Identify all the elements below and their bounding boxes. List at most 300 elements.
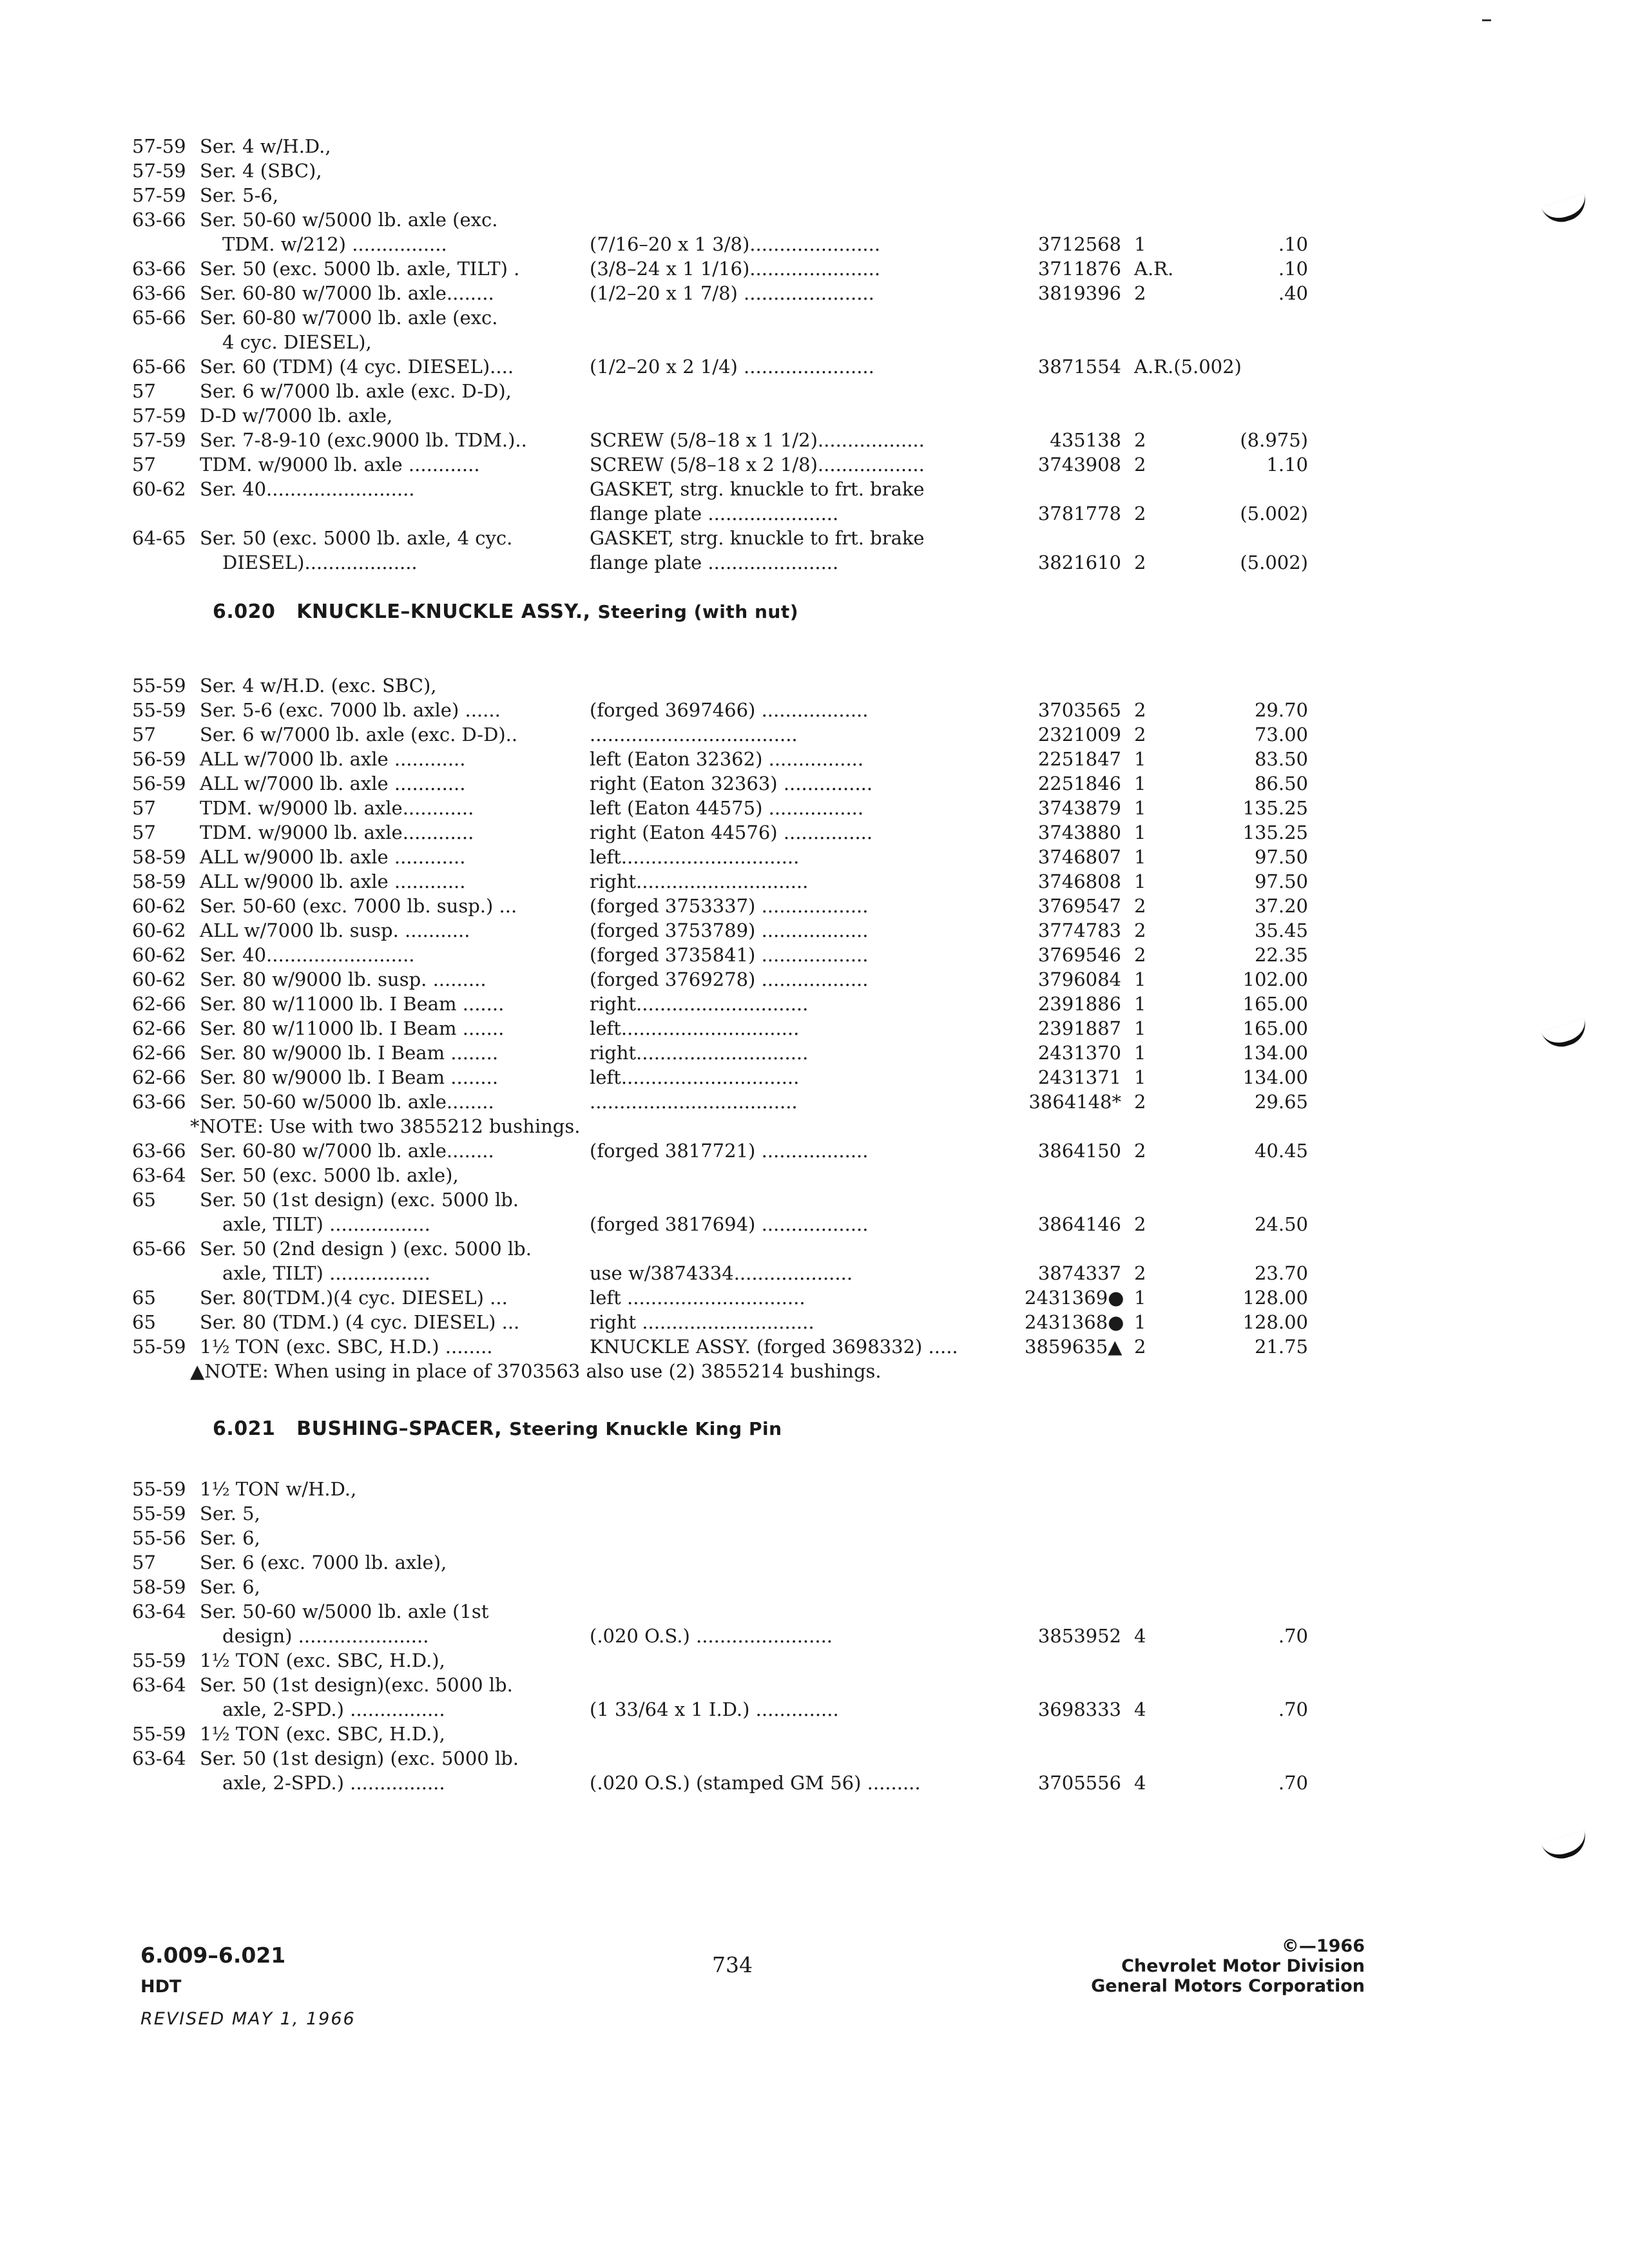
- model-cell: Ser. 5-6 (exc. 7000 lb. axle) ......: [200, 699, 501, 721]
- table-row: [0, 820, 1629, 845]
- footer-division: Chevrolet Motor Division: [1121, 1956, 1365, 1976]
- quantity-cell: 1: [1134, 968, 1146, 990]
- part-number-cell: 2431371: [1037, 1066, 1121, 1088]
- price-cell: (5.002): [1240, 552, 1308, 573]
- quantity-cell: 1: [1134, 822, 1146, 843]
- model-cell: Ser. 50-60 w/5000 lb. axle (1st: [200, 1600, 489, 1622]
- quantity-cell: 1: [1134, 846, 1146, 868]
- table-row: [0, 1722, 1629, 1746]
- price-cell: 22.35: [1254, 944, 1308, 966]
- part-number-cell: 3746808: [1037, 870, 1121, 892]
- quantity-cell: 1: [1134, 233, 1146, 255]
- description-cell: right.............................: [590, 993, 809, 1015]
- part-number-cell: 3743879: [1037, 797, 1121, 819]
- quantity-cell: 1: [1134, 797, 1146, 819]
- part-number-cell: 3769547: [1037, 895, 1121, 917]
- part-number-cell: 3705556: [1037, 1772, 1121, 1794]
- model-cell: Ser. 80 w/9000 lb. I Beam ........: [200, 1042, 499, 1064]
- year-cell: 60-62: [132, 919, 186, 941]
- quantity-cell: 2: [1134, 895, 1146, 917]
- quantity-cell: 4: [1134, 1698, 1146, 1720]
- model-cell: TDM. w/212) ................: [222, 233, 447, 255]
- year-cell: 55-59: [132, 1336, 186, 1358]
- part-number-cell: 3712568: [1037, 233, 1121, 255]
- price-cell: 83.50: [1254, 748, 1308, 770]
- price-cell: 128.00: [1242, 1311, 1308, 1333]
- part-number-cell: 3874337: [1037, 1262, 1121, 1284]
- description-cell: right (Eaton 32363) ...............: [590, 773, 873, 794]
- table-row: [0, 1236, 1629, 1261]
- part-number-cell: 3711876: [1037, 258, 1121, 280]
- table-row: [0, 330, 1629, 354]
- model-cell: Ser. 60 (TDM) (4 cyc. DIESEL)....: [200, 356, 514, 378]
- price-cell: .70: [1278, 1772, 1308, 1794]
- year-cell: 62-66: [132, 993, 186, 1015]
- table-row: [0, 845, 1629, 869]
- price-cell: (8.975): [1240, 429, 1308, 451]
- price-cell: .10: [1278, 258, 1308, 280]
- description-cell: (forged 3753789) ..................: [590, 919, 869, 941]
- scan-speck: [1482, 19, 1491, 21]
- table-row: [0, 1139, 1629, 1163]
- description-cell: ...................................: [590, 1091, 798, 1113]
- quantity-cell: 2: [1134, 1262, 1146, 1284]
- part-number-cell: 2251846: [1037, 773, 1121, 794]
- quantity-cell: 1: [1134, 870, 1146, 892]
- description-cell: right .............................: [590, 1311, 815, 1333]
- quantity-cell: 1: [1134, 1311, 1146, 1333]
- table-row: [0, 722, 1629, 747]
- table-row: [0, 256, 1629, 281]
- section-title: KNUCKLE–KNUCKLE ASSY.,: [296, 601, 591, 623]
- parts-table-6021: [0, 1477, 1629, 1795]
- table-row: [0, 967, 1629, 992]
- quantity-cell: 2: [1134, 1140, 1146, 1162]
- model-cell: Ser. 80(TDM.)(4 cyc. DIESEL) ...: [200, 1287, 508, 1309]
- price-cell: 73.00: [1254, 724, 1308, 745]
- table-row: [0, 1187, 1629, 1212]
- description-cell: left..............................: [590, 846, 800, 868]
- price-cell: 97.50: [1254, 870, 1308, 892]
- model-cell: Ser. 80 w/9000 lb. I Beam ........: [200, 1066, 499, 1088]
- year-cell: 62-66: [132, 1017, 186, 1039]
- price-cell: 135.25: [1242, 822, 1308, 843]
- year-cell: 65: [132, 1189, 156, 1211]
- year-cell: 58-59: [132, 1576, 186, 1598]
- table-row: [0, 747, 1629, 771]
- year-cell: 55-59: [132, 1723, 186, 1745]
- part-number-cell: 3864146: [1037, 1213, 1121, 1235]
- year-cell: 57: [132, 822, 156, 843]
- table-row: [0, 232, 1629, 256]
- year-cell: 60-62: [132, 968, 186, 990]
- year-cell: 63-66: [132, 209, 186, 231]
- model-cell: Ser. 4 w/H.D. (exc. SBC),: [200, 675, 437, 697]
- table-row: [0, 207, 1629, 232]
- quantity-cell: 4: [1134, 1625, 1146, 1647]
- model-cell: 1½ TON (exc. SBC, H.D.),: [200, 1649, 445, 1671]
- quantity-cell: A.R.(5.002): [1134, 356, 1242, 378]
- model-cell: axle, 2-SPD.) ................: [222, 1772, 445, 1794]
- part-number-cell: 3871554: [1037, 356, 1121, 378]
- model-cell: Ser. 50 (exc. 5000 lb. axle, 4 cyc.: [200, 527, 513, 549]
- price-cell: 29.65: [1254, 1091, 1308, 1113]
- quantity-cell: 2: [1134, 944, 1146, 966]
- description-cell: (forged 3817721) ..................: [590, 1140, 869, 1162]
- table-row: [0, 1261, 1629, 1285]
- price-cell: 35.45: [1254, 919, 1308, 941]
- model-cell: 1½ TON (exc. SBC, H.D.) ........: [200, 1336, 493, 1358]
- part-number-cell: 2251847: [1037, 748, 1121, 770]
- model-cell: Ser. 50 (1st design) (exc. 5000 lb.: [200, 1189, 519, 1211]
- model-cell: ALL w/7000 lb. axle ............: [200, 748, 466, 770]
- part-number-cell: 3864148*: [1028, 1091, 1121, 1113]
- description-cell: right.............................: [590, 870, 809, 892]
- year-cell: 63-66: [132, 282, 186, 304]
- description-cell: (1 33/64 x 1 I.D.) ..............: [590, 1698, 839, 1720]
- model-cell: Ser. 4 (SBC),: [200, 160, 322, 182]
- table-row: [0, 1334, 1629, 1359]
- quantity-cell: 1: [1134, 1066, 1146, 1088]
- model-cell: 1½ TON w/H.D.,: [200, 1478, 357, 1500]
- year-cell: 57-59: [132, 405, 186, 427]
- section-heading-6021: [213, 1418, 782, 1440]
- price-cell: 102.00: [1242, 968, 1308, 990]
- table-row: [0, 698, 1629, 722]
- year-cell: 63-64: [132, 1674, 186, 1696]
- year-cell: 57: [132, 724, 156, 745]
- description-cell: left (Eaton 44575) ................: [590, 797, 864, 819]
- quantity-cell: 2: [1134, 282, 1146, 304]
- model-cell: axle, TILT) .................: [222, 1262, 430, 1284]
- model-cell: Ser. 80 w/11000 lb. I Beam .......: [200, 993, 505, 1015]
- model-cell: Ser. 60-80 w/7000 lb. axle (exc.: [200, 307, 498, 329]
- model-cell: Ser. 80 w/9000 lb. susp. .........: [200, 968, 487, 990]
- model-cell: Ser. 60-80 w/7000 lb. axle........: [200, 282, 494, 304]
- model-cell: design) ......................: [222, 1625, 429, 1647]
- table-row: [0, 869, 1629, 894]
- table-row: [0, 1575, 1629, 1599]
- description-cell: (.020 O.S.) .......................: [590, 1625, 833, 1647]
- table-row: [0, 550, 1629, 575]
- table-row: [0, 796, 1629, 820]
- year-cell: 55-59: [132, 1649, 186, 1671]
- year-cell: 57-59: [132, 135, 186, 157]
- price-cell: 165.00: [1242, 993, 1308, 1015]
- part-number-cell: 3774783: [1037, 919, 1121, 941]
- description-cell: ...................................: [590, 724, 798, 745]
- model-cell: TDM. w/9000 lb. axle ............: [200, 454, 480, 476]
- description-cell: (.020 O.S.) (stamped GM 56) .........: [590, 1772, 921, 1794]
- table-row: [0, 992, 1629, 1016]
- year-cell: 56-59: [132, 748, 186, 770]
- table-row: [0, 1163, 1629, 1187]
- description-cell: SCREW (5/8–18 x 1 1/2)..................: [590, 429, 925, 451]
- year-cell: 65-66: [132, 356, 186, 378]
- price-cell: 135.25: [1242, 797, 1308, 819]
- description-cell: right.............................: [590, 1042, 809, 1064]
- description-cell: flange plate ......................: [590, 503, 839, 524]
- section-number: 6.020: [213, 601, 276, 623]
- quantity-cell: 2: [1134, 429, 1146, 451]
- price-cell: 165.00: [1242, 1017, 1308, 1039]
- year-cell: 55-59: [132, 699, 186, 721]
- table-row: [0, 305, 1629, 330]
- table-row: [0, 159, 1629, 183]
- price-cell: .70: [1278, 1698, 1308, 1720]
- price-cell: 97.50: [1254, 846, 1308, 868]
- year-cell: 60-62: [132, 478, 186, 500]
- table-row: [0, 428, 1629, 452]
- price-cell: .10: [1278, 233, 1308, 255]
- year-cell: 65-66: [132, 307, 186, 329]
- quantity-cell: 2: [1134, 552, 1146, 573]
- part-number-cell: 435138: [1050, 429, 1121, 451]
- price-cell: 29.70: [1254, 699, 1308, 721]
- model-cell: TDM. w/9000 lb. axle............: [200, 797, 474, 819]
- year-cell: 55-59: [132, 1478, 186, 1500]
- year-cell: 62-66: [132, 1066, 186, 1088]
- description-cell: (1/2–20 x 2 1/4) ......................: [590, 356, 874, 378]
- table-row: [0, 1771, 1629, 1795]
- quantity-cell: 1: [1134, 993, 1146, 1015]
- year-cell: 63-66: [132, 1091, 186, 1113]
- table-row: [0, 1477, 1629, 1501]
- description-cell: GASKET, strg. knuckle to frt. brake: [590, 527, 925, 549]
- table-row: [0, 1212, 1629, 1236]
- description-cell: left ..............................: [590, 1287, 805, 1309]
- model-cell: Ser. 40.........................: [200, 478, 415, 500]
- part-number-cell: 3743880: [1037, 822, 1121, 843]
- year-cell: 57: [132, 1552, 156, 1573]
- model-cell: Ser. 5,: [200, 1503, 260, 1524]
- table-row: [0, 1285, 1629, 1310]
- part-number-cell: 2391886: [1037, 993, 1121, 1015]
- quantity-cell: A.R.: [1134, 258, 1174, 280]
- binder-hole-mark: [1541, 1830, 1591, 1864]
- part-number-cell: 3698333: [1037, 1698, 1121, 1720]
- description-cell: flange plate ......................: [590, 552, 839, 573]
- price-cell: 134.00: [1242, 1042, 1308, 1064]
- year-cell: 55-56: [132, 1527, 186, 1549]
- quantity-cell: 2: [1134, 454, 1146, 476]
- model-cell: Ser. 50 (1st design) (exc. 5000 lb.: [200, 1747, 519, 1769]
- part-number-cell: 3819396: [1037, 282, 1121, 304]
- model-cell: DIESEL)...................: [222, 552, 418, 573]
- table-row: [0, 183, 1629, 207]
- year-cell: 63-66: [132, 1140, 186, 1162]
- year-cell: 55-59: [132, 675, 186, 697]
- table-row: [0, 1041, 1629, 1065]
- part-number-cell: 3746807: [1037, 846, 1121, 868]
- description-cell: (forged 3817694) ..................: [590, 1213, 869, 1235]
- year-cell: 58-59: [132, 846, 186, 868]
- table-row: [0, 1310, 1629, 1334]
- model-cell: Ser. 50 (1st design)(exc. 5000 lb.: [200, 1674, 513, 1696]
- quantity-cell: 1: [1134, 1042, 1146, 1064]
- year-cell: 65: [132, 1287, 156, 1309]
- price-cell: 21.75: [1254, 1336, 1308, 1358]
- table-row: [0, 452, 1629, 477]
- model-cell: Ser. 50-60 w/5000 lb. axle (exc.: [200, 209, 498, 231]
- part-number-cell: 3703565: [1037, 699, 1121, 721]
- model-cell: Ser. 50 (2nd design ) (exc. 5000 lb.: [200, 1238, 532, 1260]
- section-title: BUSHING–SPACER,: [296, 1418, 503, 1440]
- model-cell: Ser. 50-60 w/5000 lb. axle........: [200, 1091, 494, 1113]
- table-row: [0, 379, 1629, 403]
- description-cell: left (Eaton 32362) ................: [590, 748, 864, 770]
- table-row: [0, 354, 1629, 379]
- part-number-cell: 2431369●: [1025, 1287, 1124, 1309]
- model-cell: Ser. 6 w/7000 lb. axle (exc. D-D),: [200, 380, 512, 402]
- footer-code: HDT: [140, 1977, 182, 1997]
- table-row: [0, 1065, 1629, 1090]
- year-cell: 65: [132, 1311, 156, 1333]
- description-cell: (forged 3697466) ..................: [590, 699, 869, 721]
- model-cell: Ser. 50-60 (exc. 7000 lb. susp.) ...: [200, 895, 517, 917]
- model-cell: Ser. 50 (exc. 5000 lb. axle),: [200, 1164, 459, 1186]
- table-row: [0, 673, 1629, 698]
- model-cell: ALL w/9000 lb. axle ............: [200, 846, 466, 868]
- part-number-cell: 3853952: [1037, 1625, 1121, 1647]
- model-cell: Ser. 6 w/7000 lb. axle (exc. D-D)..: [200, 724, 518, 745]
- table-row: [0, 526, 1629, 550]
- model-cell: Ser. 7-8-9-10 (exc.9000 lb. TDM.)..: [200, 429, 527, 451]
- table-row: [0, 1599, 1629, 1624]
- year-cell: 57: [132, 454, 156, 476]
- quantity-cell: 2: [1134, 724, 1146, 745]
- model-cell: ALL w/7000 lb. axle ............: [200, 773, 466, 794]
- quantity-cell: 2: [1134, 1091, 1146, 1113]
- section-heading-6020: [213, 601, 798, 623]
- part-number-cell: 3796084: [1037, 968, 1121, 990]
- price-cell: .40: [1278, 282, 1308, 304]
- model-cell: Ser. 5-6,: [200, 184, 279, 206]
- section-number: 6.021: [213, 1418, 276, 1440]
- model-cell: Ser. 40.........................: [200, 944, 415, 966]
- description-cell: (7/16–20 x 1 3/8)......................: [590, 233, 881, 255]
- year-cell: 63-64: [132, 1600, 186, 1622]
- year-cell: 63-66: [132, 258, 186, 280]
- model-cell: 1½ TON (exc. SBC, H.D.),: [200, 1723, 445, 1745]
- description-cell: KNUCKLE ASSY. (forged 3698332) .....: [590, 1336, 958, 1358]
- year-cell: 58-59: [132, 870, 186, 892]
- model-cell: Ser. 80 w/11000 lb. I Beam .......: [200, 1017, 505, 1039]
- model-cell: Ser. 80 (TDM.) (4 cyc. DIESEL) ...: [200, 1311, 520, 1333]
- description-cell: (forged 3753337) ..................: [590, 895, 869, 917]
- part-number-cell: 3781778: [1037, 503, 1121, 524]
- quantity-cell: 4: [1134, 1772, 1146, 1794]
- note-text: ▲NOTE: When using in place of 3703563 also use (2) 3855214 bushings.: [190, 1360, 882, 1382]
- price-cell: 40.45: [1254, 1140, 1308, 1162]
- table-row: [0, 1526, 1629, 1550]
- part-number-cell: 3859635▲: [1025, 1336, 1123, 1358]
- section-subtitle: Steering (with nut): [597, 601, 799, 622]
- table-note: [0, 1359, 1629, 1383]
- description-cell: (1/2–20 x 1 7/8) ......................: [590, 282, 874, 304]
- table-row: [0, 501, 1629, 526]
- year-cell: 65-66: [132, 1238, 186, 1260]
- year-cell: 62-66: [132, 1042, 186, 1064]
- price-cell: 134.00: [1242, 1066, 1308, 1088]
- table-row: [0, 771, 1629, 796]
- table-row: [0, 477, 1629, 501]
- year-cell: 56-59: [132, 773, 186, 794]
- year-cell: 63-64: [132, 1164, 186, 1186]
- price-cell: 1.10: [1266, 454, 1308, 476]
- table-row: [0, 918, 1629, 943]
- year-cell: 60-62: [132, 895, 186, 917]
- price-cell: 37.20: [1254, 895, 1308, 917]
- page-number: 734: [712, 1952, 753, 1977]
- description-cell: right (Eaton 44576) ...............: [590, 822, 873, 843]
- table-row: [0, 1624, 1629, 1648]
- quantity-cell: 2: [1134, 1336, 1146, 1358]
- part-number-cell: 2431370: [1037, 1042, 1121, 1064]
- table-row: [0, 1090, 1629, 1114]
- price-cell: 86.50: [1254, 773, 1308, 794]
- note-text: *NOTE: Use with two 3855212 bushings.: [190, 1115, 581, 1137]
- year-cell: 55-59: [132, 1503, 186, 1524]
- year-cell: 57-59: [132, 184, 186, 206]
- model-cell: Ser. 6,: [200, 1576, 260, 1598]
- model-cell: 4 cyc. DIESEL),: [222, 331, 372, 353]
- table-row: [0, 134, 1629, 159]
- description-cell: left..............................: [590, 1017, 800, 1039]
- model-cell: TDM. w/9000 lb. axle............: [200, 822, 474, 843]
- footer-copyright: ©—1966: [1281, 1936, 1365, 1956]
- quantity-cell: 1: [1134, 1017, 1146, 1039]
- description-cell: (forged 3769278) ..................: [590, 968, 869, 990]
- year-cell: 64-65: [132, 527, 186, 549]
- description-cell: (3/8–24 x 1 1/16)......................: [590, 258, 881, 280]
- quantity-cell: 2: [1134, 503, 1146, 524]
- table-row: [0, 1501, 1629, 1526]
- model-cell: Ser. 4 w/H.D.,: [200, 135, 331, 157]
- part-number-cell: 3743908: [1037, 454, 1121, 476]
- quantity-cell: 2: [1134, 699, 1146, 721]
- quantity-cell: 1: [1134, 773, 1146, 794]
- price-cell: 23.70: [1254, 1262, 1308, 1284]
- table-row: [0, 1746, 1629, 1771]
- model-cell: Ser. 50 (exc. 5000 lb. axle, TILT) .: [200, 258, 520, 280]
- footer-revised: REVISED MAY 1, 1966: [140, 2009, 356, 2029]
- year-cell: 57-59: [132, 429, 186, 451]
- year-cell: 60-62: [132, 944, 186, 966]
- year-cell: 57: [132, 380, 156, 402]
- description-cell: (forged 3735841) ..................: [590, 944, 869, 966]
- model-cell: axle, 2-SPD.) ................: [222, 1698, 445, 1720]
- description-cell: GASKET, strg. knuckle to frt. brake: [590, 478, 925, 500]
- table-row: [0, 1673, 1629, 1697]
- model-cell: Ser. 6,: [200, 1527, 260, 1549]
- model-cell: ALL w/7000 lb. susp. ...........: [200, 919, 470, 941]
- year-cell: 57-59: [132, 160, 186, 182]
- model-cell: ALL w/9000 lb. axle ............: [200, 870, 466, 892]
- quantity-cell: 2: [1134, 1213, 1146, 1235]
- table-row: [0, 1648, 1629, 1673]
- table-row: [0, 1550, 1629, 1575]
- model-cell: Ser. 60-80 w/7000 lb. axle........: [200, 1140, 494, 1162]
- footer-corporation: General Motors Corporation: [1091, 1976, 1365, 1996]
- part-number-cell: 3864150: [1037, 1140, 1121, 1162]
- year-cell: 57: [132, 797, 156, 819]
- table-row: [0, 1697, 1629, 1722]
- description-cell: left..............................: [590, 1066, 800, 1088]
- price-cell: 24.50: [1254, 1213, 1308, 1235]
- table-row: [0, 281, 1629, 305]
- footer-range: 6.009–6.021: [140, 1943, 286, 1968]
